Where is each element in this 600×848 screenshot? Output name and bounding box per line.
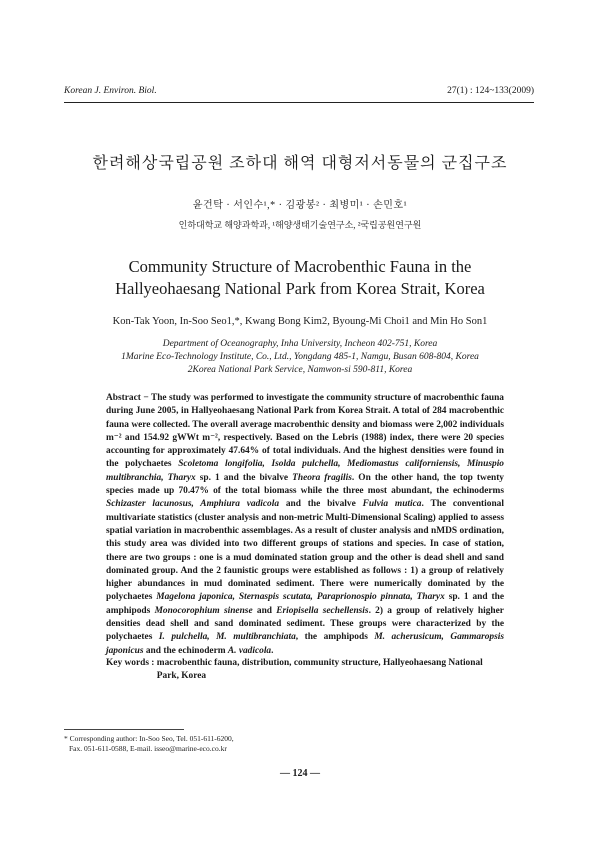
english-affiliations: [0, 338, 600, 377]
affiliation-2: 1Marine Eco-Technology Institute, Co., Ltd., Yongdang 485-1, Namgu, Busan 608-804, Korea: [121, 352, 479, 362]
abstract: Abstract − The study was performed to investigate the community structure of macrobenthic fauna during June 2005, in Hallyeohaesang National Park from Korea Strait. A total of 284 macrobenthic fauna were collected. The overall average macrobenthic density and biomass were 2,002 individuals m⁻² and 154.92 gWWt m⁻², respectively. Based on the Lebris (1988) index, there were 20 species accounting for approximately 47.64% of total individuals. And the highest densities were found in the polychaetes Scoletoma longifolia, Isolda pulchella, Mediomastus californiensis, Minuspio multibranchia, Tharyx sp. 1 and the bivalve Theora fragilis. On the other hand, the top twenty species made up 70.47% of the total biomass while the three most abundant, the echinoderms Schizaster lacunosus, Amphiura vadicola and the bivalve Fulvia mutica. The conventional multivariate statistics (cluster analysis and non-metric Multi-Dimensional Scaling) applied to assess spatial variation in macrobenthic assemblages. As a result of cluster analysis and nMDS ordination, this study area was divided into two different groups of stations and species. In case of station, there are two groups : one is a mud dominated station group and the other is dead shell and sand dominated group. And the 2 faunistic groups were established as follows : 1) a group of relatively higher abundances in mud dominated sediment. There were numerically dominated by the polychaetes Magelona japonica, Sternaspis scutata, Paraprionospio pinnata, Tharyx sp. 1 and the amphipods Monocorophium sinense and Eriopisella sechellensis. 2) a group of relatively higher densities dead shell and sand dominated sediment. These groups were characterized by the polychaetes I. pulchella, M. multibranchiata, the amphipods M. acherusicum, Gammaropsis japonicus and the echinoderm A. vadicola.: [106, 393, 504, 656]
affiliation-1: Department of Oceanography, Inha University, Incheon 402-751, Korea: [162, 339, 438, 349]
footnote-line-2: Fax. 051-611-0588, E-mail. isseo@marine-eco.co.kr: [69, 744, 227, 753]
citation: 27(1) : 124~133(2009): [447, 86, 534, 96]
english-title: [0, 256, 600, 300]
footnote: [64, 734, 234, 754]
title-line-2: Hallyeohaesang National Park from Korea Strait, Korea: [115, 279, 485, 298]
footnote-line-1: * Corresponding author: In-Soo Seo, Tel. 051-611-6200,: [64, 734, 234, 743]
english-authors: Kon-Tak Yoon, In-Soo Seo1,*, Kwang Bong Kim2, Byoung-Mi Choi1 and Min Ho Son1: [112, 316, 488, 327]
keywords: [106, 657, 506, 684]
keywords-label: Key words :: [106, 658, 157, 668]
korean-authors: 윤건탁 · 서인수¹,* · 김광봉² · 최병미¹ · 손민호¹: [192, 200, 408, 211]
korean-affiliations: 인하대학교 해양과학과, ¹해양생태기술연구소, ²국립공원연구원: [178, 220, 422, 230]
page-number: — 124 —: [280, 768, 320, 779]
title-line-1: Community Structure of Macrobenthic Fauna in the: [128, 257, 472, 276]
keywords-text: macrobenthic fauna, distribution, community structure, Hallyeohaesang National Park, Korea: [156, 658, 483, 682]
header-rule: [64, 102, 534, 103]
affiliation-3: 2Korea National Park Service, Namwon-si 590-811, Korea: [187, 365, 413, 375]
korean-title: 한려해상국립공원 조하대 해역 대형저서동물의 군집구조: [92, 155, 508, 172]
footnote-rule: [64, 729, 184, 730]
journal-name: Korean J. Environ. Biol.: [64, 86, 157, 96]
